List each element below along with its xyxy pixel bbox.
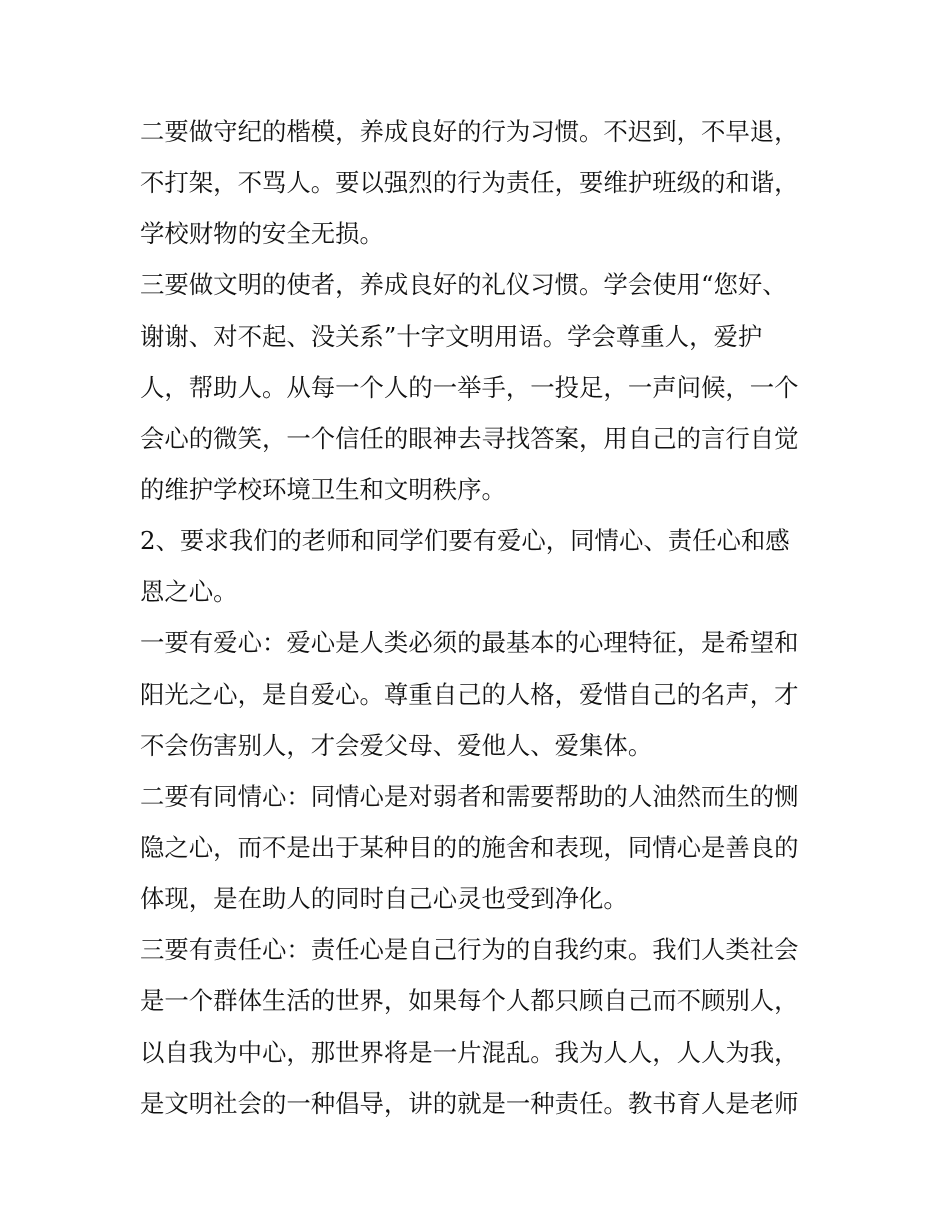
text-line: 学校财物的安全无损。 bbox=[140, 219, 384, 249]
text-line: 不会伤害别人，才会爱父母、爱他人、爱集体。 bbox=[140, 730, 653, 760]
text-line: 以自我为中心，那世界将是一片混乱。我为人人，人人为我， bbox=[140, 1037, 799, 1067]
text-line: 阳光之心，是自爱心。尊重自己的人格，爱惜自己的名声，才 bbox=[140, 679, 799, 709]
text-line: 恩之心。 bbox=[140, 577, 238, 607]
document-body bbox=[140, 106, 812, 1129]
text-line: 是一个群体生活的世界，如果每个人都只顾自己而不顾别人， bbox=[140, 986, 799, 1016]
text-line: 人，帮助人。从每一个人的一举手，一投足，一声问候，一个 bbox=[140, 372, 799, 402]
text-line: 三要有责任心：责任心是自己行为的自我约束。我们人类社会 bbox=[140, 935, 799, 965]
text-line: 是文明社会的一种倡导，讲的就是一种责任。教书育人是老师 bbox=[140, 1088, 799, 1118]
text-line: 谢谢、对不起、没关系”十字文明用语。学会尊重人，爱护 bbox=[140, 321, 763, 351]
text-line: 三要做文明的使者，养成良好的礼仪习惯。学会使用“您好、 bbox=[140, 270, 787, 300]
text-line: 会心的微笑，一个信任的眼神去寻找答案，用自己的言行自觉 bbox=[140, 423, 799, 453]
text-line: 二要有同情心：同情心是对弱者和需要帮助的人油然而生的恻 bbox=[140, 781, 799, 811]
text-line: 隐之心，而不是出于某种目的的施舍和表现，同情心是善良的 bbox=[140, 832, 799, 862]
text-line: 不打架，不骂人。要以强烈的行为责任，要维护班级的和谐， bbox=[140, 168, 799, 198]
text-line: 2、要求我们的老师和同学们要有爱心，同情心、责任心和感 bbox=[140, 526, 790, 556]
text-line: 一要有爱心：爱心是人类必须的最基本的心理特征，是希望和 bbox=[140, 628, 799, 658]
text-line: 体现，是在助人的同时自己心灵也受到净化。 bbox=[140, 884, 628, 914]
text-line: 二要做守纪的楷模，养成良好的行为习惯。不迟到，不早退， bbox=[140, 117, 799, 146]
text-line: 的维护学校环境卫生和文明秩序。 bbox=[140, 474, 506, 504]
